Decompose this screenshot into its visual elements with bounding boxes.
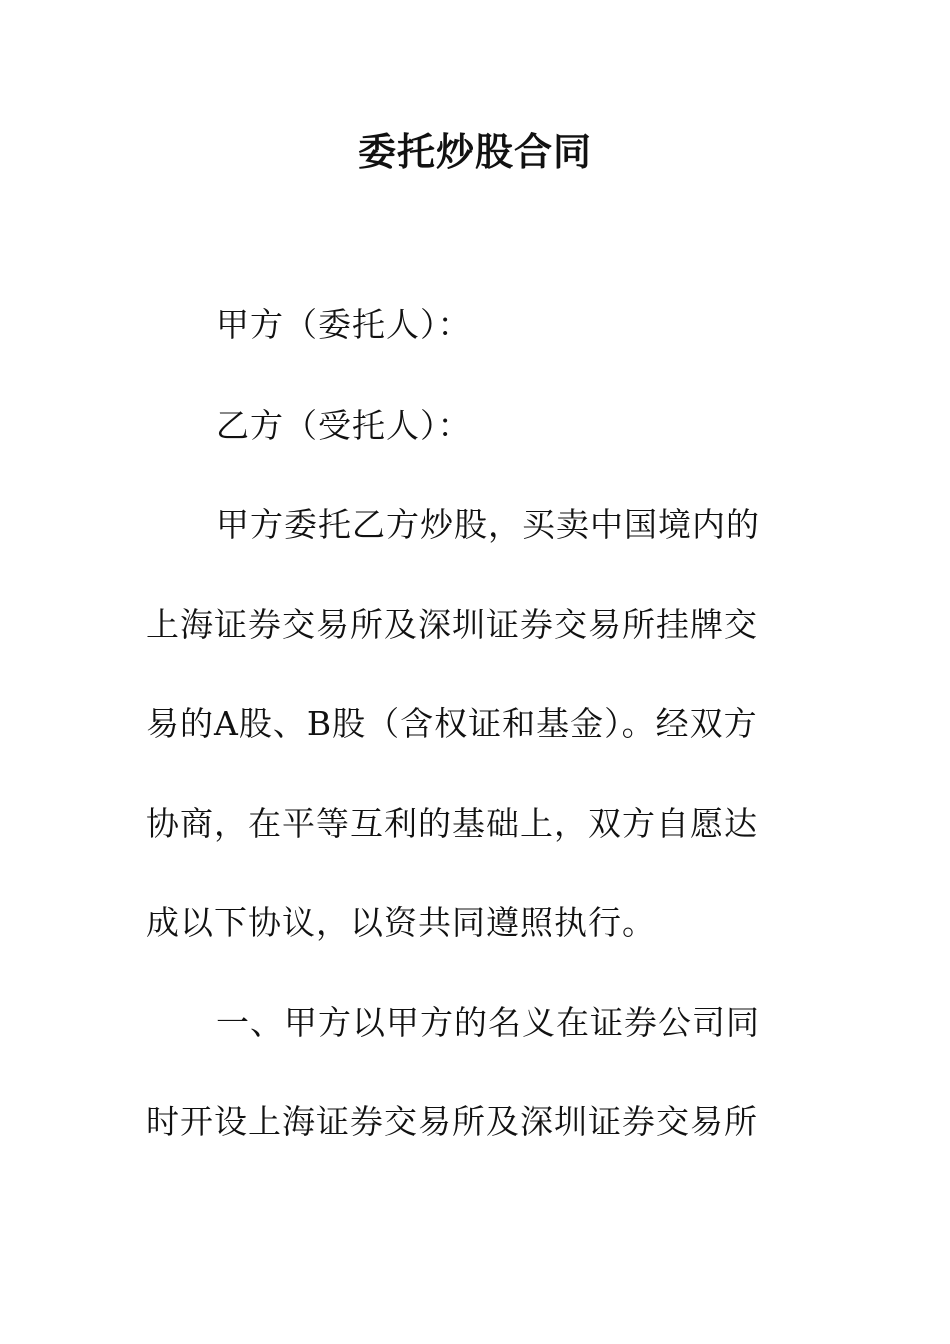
clause-line: 一、甲方以甲方的名义在证券公司同 bbox=[216, 1003, 760, 1042]
party-b-line: 乙方（受托人）： bbox=[216, 406, 472, 445]
paragraph-line: 协商，在平等互利的基础上，双方自愿达 bbox=[146, 804, 758, 843]
document-title: 委托炒股合同 bbox=[357, 130, 592, 174]
party-a-line: 甲方（委托人）： bbox=[216, 305, 472, 344]
paragraph-line: 甲方委托乙方炒股，买卖中国境内的 bbox=[216, 505, 760, 544]
clause-line: 时开设上海证券交易所及深圳证券交易所 bbox=[146, 1102, 758, 1141]
paragraph-line: 成以下协议，以资共同遵照执行。 bbox=[146, 903, 656, 942]
paragraph-line: 易的A股、B股（含权证和基金）。经双方 bbox=[146, 704, 758, 743]
paragraph-line: 上海证券交易所及深圳证券交易所挂牌交 bbox=[146, 605, 758, 644]
